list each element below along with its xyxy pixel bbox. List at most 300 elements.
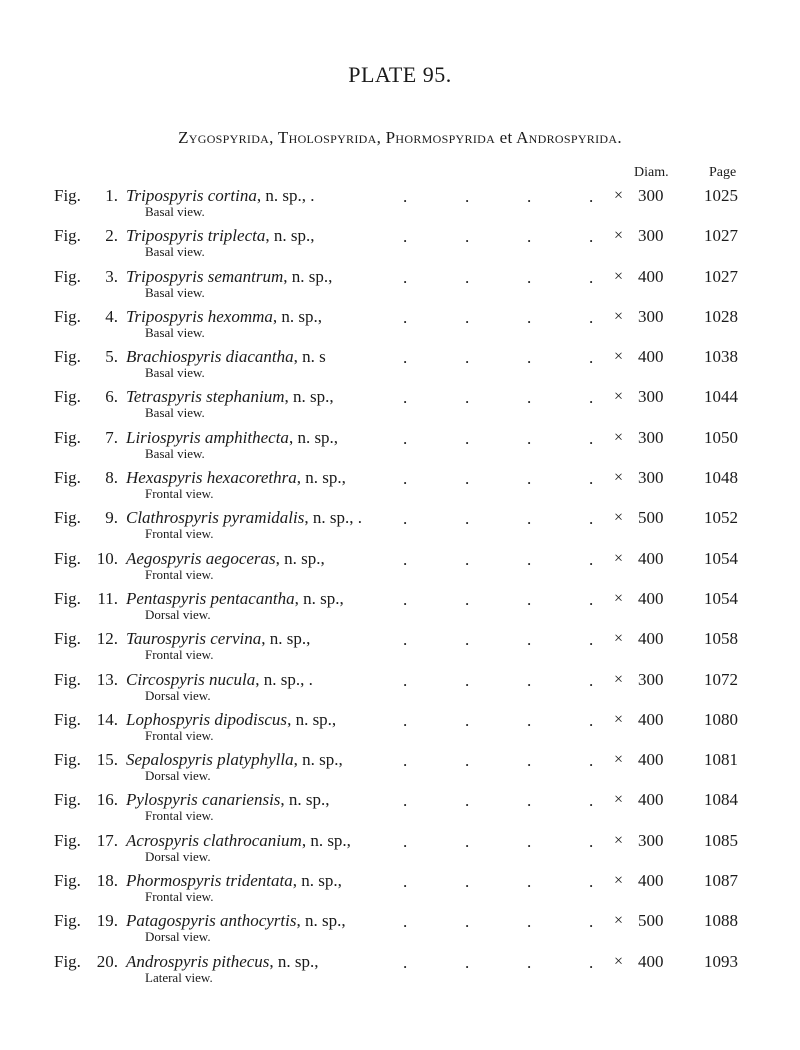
leader-dot: . <box>403 630 408 650</box>
fig-label: Fig. <box>54 186 81 205</box>
species-epithet: clathrocanium <box>203 830 302 850</box>
leader-dot: . <box>589 670 594 690</box>
leader-dot: . <box>403 267 408 287</box>
view-caption: Dorsal view. <box>145 768 211 784</box>
leader-dot: . <box>465 791 470 811</box>
leader-dot: . <box>465 388 470 408</box>
leader-dot: . <box>589 630 594 650</box>
leader-dot: . <box>527 549 532 569</box>
species-name <box>126 226 314 246</box>
genus-name: Lophospyris <box>126 709 211 729</box>
plate-subtitle <box>0 128 800 148</box>
leader-dot: . <box>589 388 594 408</box>
leader-dot: . <box>465 589 470 609</box>
leader-dot: . <box>403 509 408 529</box>
leader-dot: . <box>403 469 408 489</box>
subtitle-families: Zygospyrida, Tholospyrida, Phormospyrida <box>178 128 496 147</box>
view-caption: Basal view. <box>145 445 205 461</box>
page-reference: 1087 <box>704 871 738 891</box>
page-reference: 1028 <box>704 306 738 326</box>
fig-label: Fig. <box>54 629 81 649</box>
leader-dot: . <box>589 227 594 247</box>
magnification-value: 300 <box>638 427 664 447</box>
fig-label: Fig. <box>54 387 81 407</box>
page-reference: 1072 <box>704 669 738 689</box>
genus-name: Aegospyris <box>126 548 202 568</box>
leader-dot: . <box>527 267 532 287</box>
figure-row <box>0 347 800 387</box>
leader-dot: . <box>403 872 408 892</box>
fig-label: Fig. <box>54 871 81 891</box>
magnification-value: 400 <box>638 588 664 608</box>
leader-dot: . <box>527 469 532 489</box>
view-caption: Basal view. <box>145 405 205 421</box>
leader-dot: . <box>527 670 532 690</box>
genus-name: Pylospyris <box>126 790 198 810</box>
magnification-value: 300 <box>638 306 664 326</box>
view-caption: Dorsal view. <box>145 606 211 622</box>
view-caption: Basal view. <box>145 284 205 300</box>
fig-label: Fig. <box>54 347 81 367</box>
species-name <box>126 750 343 770</box>
leader-dot: . <box>589 952 594 972</box>
leader-dot: . <box>403 831 408 851</box>
page-column-header: Page <box>709 165 737 180</box>
species-epithet: amphithecta <box>204 427 289 447</box>
subtitle-androspyrida: Androspyrida. <box>516 128 622 147</box>
fig-label: Fig. <box>54 226 81 246</box>
view-caption: Frontal view. <box>145 727 214 743</box>
view-caption: Dorsal view. <box>145 929 211 945</box>
page-reference: 1027 <box>704 226 738 246</box>
figure-row <box>0 911 800 951</box>
fig-label: Fig. <box>54 830 81 850</box>
figure-row <box>0 750 800 790</box>
leader-dot: . <box>527 187 532 206</box>
leader-dot: . <box>589 307 594 327</box>
figure-row <box>0 710 800 750</box>
leader-dot: . <box>589 589 594 609</box>
page-reference: 1080 <box>704 709 738 729</box>
genus-name: Circospyris <box>126 669 205 689</box>
view-caption: Lateral view. <box>145 969 213 985</box>
magnification-value: 400 <box>638 347 664 367</box>
species-name <box>126 387 334 407</box>
view-caption: Basal view. <box>145 244 205 260</box>
fig-number: 16. <box>96 790 118 810</box>
figure-row <box>0 549 800 589</box>
view-caption: Frontal view. <box>145 486 214 502</box>
view-caption: Frontal view. <box>145 526 214 542</box>
genus-name: Pentaspyris <box>126 588 207 608</box>
fig-label: Fig. <box>54 588 81 608</box>
species-name <box>126 267 332 287</box>
leader-dot: . <box>403 670 408 690</box>
species-suffix: , n. sp., <box>269 951 319 971</box>
genus-name: Tetraspyris <box>126 387 202 407</box>
fig-number: 9. <box>105 508 118 528</box>
page-reference: 1048 <box>704 468 738 488</box>
species-epithet: cortina <box>207 186 257 205</box>
species-suffix: , n. sp., . <box>255 669 313 689</box>
leader-dot: . <box>589 872 594 892</box>
fig-number: 17. <box>96 830 118 850</box>
species-name <box>126 629 310 649</box>
view-caption: Frontal view. <box>145 566 214 582</box>
magnification-sign: × <box>614 872 624 890</box>
page-reference: 1025 <box>704 186 738 205</box>
fig-label: Fig. <box>54 306 81 326</box>
leader-dot: . <box>403 549 408 569</box>
species-name <box>126 710 336 730</box>
page-reference: 1084 <box>704 790 738 810</box>
genus-name: Tripospyris <box>126 186 204 205</box>
species-epithet: platyphylla <box>217 750 294 770</box>
leader-dot: . <box>465 227 470 247</box>
fig-number: 10. <box>96 548 118 568</box>
leader-dot: . <box>465 912 470 932</box>
genus-name: Androspyris <box>126 951 209 971</box>
magnification-sign: × <box>614 227 624 245</box>
figure-row <box>0 670 800 710</box>
leader-dot: . <box>589 267 594 287</box>
leader-dot: . <box>527 831 532 851</box>
plate-title: PLATE 95. <box>348 62 452 87</box>
fig-number: 18. <box>96 871 118 891</box>
page-reference: 1052 <box>704 508 738 528</box>
species-suffix: , n. sp., <box>287 709 337 729</box>
fig-label: Fig. <box>54 427 81 447</box>
species-epithet: semantrum <box>207 266 284 286</box>
magnification-sign: × <box>614 307 624 325</box>
magnification-sign: × <box>614 428 624 446</box>
magnification-value: 400 <box>638 629 664 649</box>
genus-name: Tripospyris <box>126 226 204 246</box>
leader-dot: . <box>465 469 470 489</box>
fig-number: 13. <box>96 669 118 689</box>
species-epithet: anthocyrtis <box>219 911 297 931</box>
magnification-value: 500 <box>638 911 664 931</box>
leader-dot: . <box>465 428 470 448</box>
figure-row <box>0 589 800 629</box>
figure-row <box>0 871 800 911</box>
species-suffix: , n. sp., <box>283 266 333 286</box>
figure-row <box>0 508 800 548</box>
leader-dot: . <box>589 187 594 206</box>
magnification-value: 400 <box>638 750 664 770</box>
figure-row <box>0 831 800 871</box>
leader-dot: . <box>465 348 470 368</box>
species-epithet: dipodiscus <box>214 709 288 729</box>
page-reference: 1085 <box>704 830 738 850</box>
figure-row <box>0 468 800 508</box>
species-suffix: , n. sp., <box>275 548 325 568</box>
leader-dot: . <box>403 710 408 730</box>
leader-dot: . <box>465 509 470 529</box>
fig-label: Fig. <box>54 548 81 568</box>
leader-dot: . <box>589 348 594 368</box>
leader-dot: . <box>403 791 408 811</box>
species-epithet: cervina <box>210 629 262 649</box>
species-epithet: aegoceras <box>205 548 276 568</box>
figure-row <box>0 186 800 226</box>
view-caption: Dorsal view. <box>145 687 211 703</box>
figure-row <box>0 387 800 427</box>
genus-name: Liriospyris <box>126 427 201 447</box>
page-reference: 1044 <box>704 387 738 407</box>
page-reference: 1054 <box>704 548 738 568</box>
magnification-value: 400 <box>638 790 664 810</box>
fig-number: 4. <box>105 306 118 326</box>
leader-dot: . <box>589 831 594 851</box>
fig-number: 7. <box>105 427 118 447</box>
fig-number: 6. <box>105 387 118 407</box>
figure-row <box>0 267 800 307</box>
species-suffix: , n. sp., <box>301 830 351 850</box>
magnification-value: 400 <box>638 871 664 891</box>
magnification-sign: × <box>614 952 624 970</box>
leader-dot: . <box>589 428 594 448</box>
species-suffix: , n. sp., <box>294 588 344 608</box>
species-epithet: tridentata <box>225 871 293 891</box>
magnification-sign: × <box>614 710 624 728</box>
leader-dot: . <box>527 227 532 247</box>
fig-label: Fig. <box>54 911 81 931</box>
magnification-value: 300 <box>638 226 664 246</box>
leader-dot: . <box>465 710 470 730</box>
magnification-sign: × <box>614 670 624 688</box>
genus-name: Brachiospyris <box>126 347 222 367</box>
figure-row <box>0 952 800 992</box>
fig-label: Fig. <box>54 266 81 286</box>
magnification-sign: × <box>614 187 624 204</box>
species-suffix: , n. sp., . <box>304 508 362 528</box>
species-suffix: , n. sp., <box>261 629 311 649</box>
species-epithet: diacantha <box>225 347 294 367</box>
species-name <box>126 307 322 327</box>
species-epithet: triplecta <box>207 226 266 246</box>
leader-dot: . <box>403 751 408 771</box>
leader-dot: . <box>589 549 594 569</box>
figure-row <box>0 790 800 830</box>
figure-row <box>0 428 800 468</box>
magnification-value: 400 <box>638 709 664 729</box>
view-caption: Frontal view. <box>145 889 214 905</box>
species-suffix: , n. sp., <box>288 427 339 447</box>
leader-dot: . <box>403 952 408 972</box>
leader-dot: . <box>465 751 470 771</box>
leader-dot: . <box>465 549 470 569</box>
species-suffix: , n. sp., <box>280 790 330 810</box>
species-suffix: , n. sp., <box>296 468 346 488</box>
magnification-sign: × <box>614 348 624 366</box>
leader-dot: . <box>465 872 470 892</box>
species-name <box>126 589 344 609</box>
genus-name: Clathrospyris <box>126 508 219 528</box>
leader-dot: . <box>527 872 532 892</box>
figure-row <box>0 226 800 266</box>
leader-dot: . <box>527 388 532 408</box>
magnification-value: 400 <box>638 266 664 286</box>
leader-dot: . <box>589 791 594 811</box>
leader-dot: . <box>527 630 532 650</box>
fig-number: 20. <box>96 951 118 971</box>
fig-label: Fig. <box>54 709 81 729</box>
leader-dot: . <box>403 307 408 327</box>
leader-dot: . <box>403 912 408 932</box>
magnification-value: 300 <box>638 468 664 488</box>
genus-name: Taurospyris <box>126 629 206 649</box>
leader-dot: . <box>527 710 532 730</box>
view-caption: Basal view. <box>145 324 205 340</box>
magnification-sign: × <box>614 267 624 285</box>
leader-dot: . <box>527 348 532 368</box>
leader-dot: . <box>465 267 470 287</box>
genus-name: Tripospyris <box>126 266 204 286</box>
leader-dot: . <box>465 831 470 851</box>
magnification-value: 300 <box>638 387 664 407</box>
magnification-sign: × <box>614 912 624 930</box>
leader-dot: . <box>589 912 594 932</box>
genus-name: Sepalospyris <box>126 750 213 770</box>
fig-number: 19. <box>96 911 118 931</box>
figure-list <box>0 186 800 992</box>
species-name <box>126 952 319 972</box>
magnification-value: 400 <box>638 548 664 568</box>
leader-dot: . <box>465 952 470 972</box>
view-caption: Basal view. <box>145 204 205 219</box>
fig-label: Fig. <box>54 790 81 810</box>
leader-dot: . <box>527 952 532 972</box>
species-name <box>126 911 346 931</box>
species-suffix: , n. sp., <box>272 306 323 326</box>
species-name <box>126 468 346 488</box>
genus-name: Acrospyris <box>126 830 200 850</box>
fig-label: Fig. <box>54 951 81 971</box>
page-reference: 1081 <box>704 750 738 770</box>
species-epithet: nucula <box>208 669 256 689</box>
species-name <box>126 347 326 367</box>
fig-number: 12. <box>96 629 118 649</box>
page-reference: 1038 <box>704 347 738 367</box>
magnification-sign: × <box>614 791 624 809</box>
magnification-sign: × <box>614 630 624 648</box>
species-name <box>126 831 351 851</box>
magnification-sign: × <box>614 469 624 487</box>
magnification-value: 500 <box>638 508 664 528</box>
leader-dot: . <box>403 348 408 368</box>
leader-dot: . <box>527 307 532 327</box>
fig-number: 5. <box>105 347 118 367</box>
fig-label: Fig. <box>54 750 81 770</box>
genus-name: Phormospyris <box>126 871 222 891</box>
species-epithet: pyramidalis <box>223 508 305 528</box>
species-name <box>126 186 314 206</box>
subtitle-et: et <box>499 128 513 147</box>
view-caption: Basal view. <box>145 365 205 381</box>
species-epithet: hexacorethra <box>206 468 297 488</box>
magnification-sign: × <box>614 388 624 406</box>
magnification-value: 300 <box>638 830 664 850</box>
leader-dot: . <box>403 428 408 448</box>
fig-number: 2. <box>105 226 118 246</box>
page-reference: 1088 <box>704 911 738 931</box>
species-name <box>126 428 338 448</box>
species-name <box>126 549 325 569</box>
species-epithet: pentacantha <box>210 588 295 608</box>
species-suffix: , n. sp., . <box>256 186 315 205</box>
leader-dot: . <box>403 589 408 609</box>
leader-dot: . <box>465 187 470 206</box>
leader-dot: . <box>527 509 532 529</box>
fig-number: 8. <box>105 468 118 488</box>
leader-dot: . <box>589 509 594 529</box>
leader-dot: . <box>589 751 594 771</box>
species-epithet: stephanium <box>206 387 285 407</box>
species-suffix: , n. sp., <box>265 226 315 246</box>
magnification-value: 300 <box>638 669 664 689</box>
fig-number: 11. <box>97 588 118 608</box>
fig-number: 15. <box>96 750 118 770</box>
species-name <box>126 508 362 528</box>
magnification-sign: × <box>614 751 624 769</box>
species-epithet: hexomma <box>207 306 273 326</box>
species-epithet: canariensis <box>202 790 281 810</box>
page-reference: 1093 <box>704 951 738 971</box>
diam-column-header: Diam. <box>634 165 669 180</box>
species-suffix: , n. sp., <box>292 871 342 891</box>
leader-dot: . <box>589 469 594 489</box>
page-reference: 1050 <box>704 427 738 447</box>
species-epithet: pithecus <box>212 951 270 971</box>
leader-dot: . <box>403 388 408 408</box>
view-caption: Frontal view. <box>145 808 214 824</box>
view-caption: Frontal view. <box>145 647 214 663</box>
genus-name: Tripospyris <box>126 306 204 326</box>
leader-dot: . <box>527 791 532 811</box>
page-reference: 1027 <box>704 266 738 286</box>
leader-dot: . <box>465 630 470 650</box>
leader-dot: . <box>403 187 408 206</box>
magnification-sign: × <box>614 831 624 849</box>
magnification-sign: × <box>614 509 624 527</box>
leader-dot: . <box>403 227 408 247</box>
fig-label: Fig. <box>54 468 81 488</box>
figure-row <box>0 307 800 347</box>
species-suffix: , n. sp., <box>296 911 346 931</box>
leader-dot: . <box>465 307 470 327</box>
magnification-value: 300 <box>638 186 664 205</box>
fig-label: Fig. <box>54 669 81 689</box>
species-name <box>126 670 313 690</box>
magnification-sign: × <box>614 549 624 567</box>
fig-number: 14. <box>96 709 118 729</box>
species-suffix: , n. sp., <box>284 387 334 407</box>
figure-row <box>0 629 800 669</box>
leader-dot: . <box>465 670 470 690</box>
species-suffix: , n. s <box>293 347 326 367</box>
page-reference: 1058 <box>704 629 738 649</box>
fig-number: 3. <box>105 266 118 286</box>
magnification-sign: × <box>614 589 624 607</box>
fig-number: 1. <box>105 186 118 205</box>
fig-label: Fig. <box>54 508 81 528</box>
leader-dot: . <box>527 912 532 932</box>
magnification-value: 400 <box>638 951 664 971</box>
genus-name: Hexaspyris <box>126 468 203 488</box>
leader-dot: . <box>527 751 532 771</box>
species-suffix: , n. sp., <box>293 750 343 770</box>
